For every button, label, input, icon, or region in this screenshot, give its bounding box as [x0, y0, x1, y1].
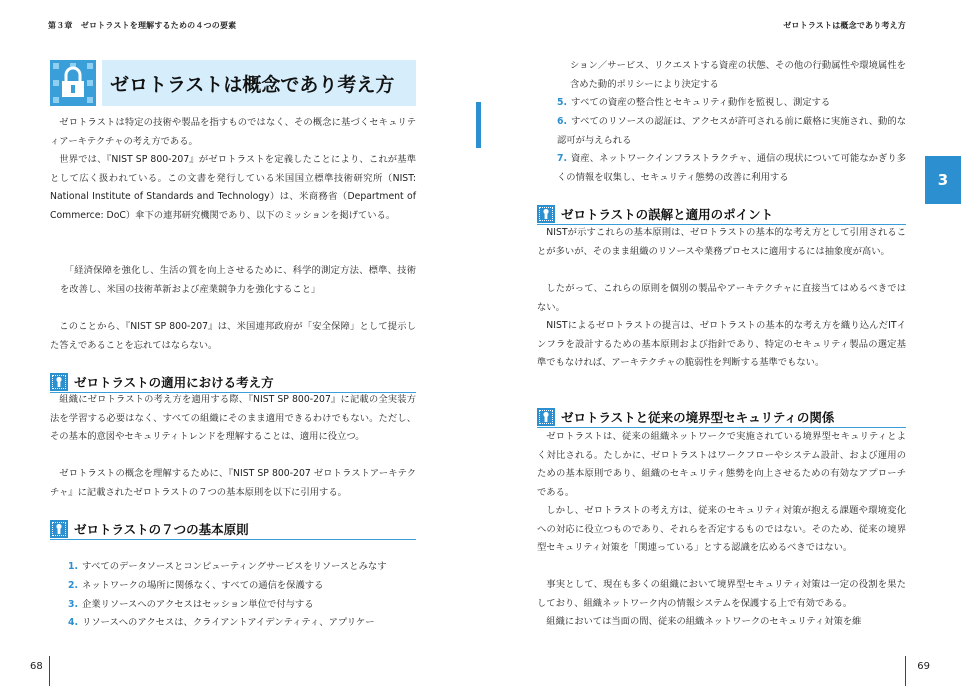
keyhole-icon [537, 408, 555, 426]
paragraph: ゼロトラストは特定の技術や製品を指すものではなく、その概念に基づくセキュリティアーキテクチャの考え方である。 [50, 117, 416, 147]
principle-item [557, 94, 906, 113]
subsection-title: ゼロトラストの適用における考え方 [74, 375, 274, 390]
principle-text: 資産、ネットワークインフラストラクチャ、通信の現状について可能なかぎり多くの情報を収集し、セキュリティ態勢の改善に利用する [557, 153, 906, 183]
principle-text: すべての資産の整合性とセキュリティ動作を監視し、測定する [571, 97, 831, 108]
principle-item [68, 596, 416, 615]
keyhole-icon [50, 520, 68, 538]
principle-item [557, 150, 906, 187]
principle-text: リソースへのアクセスは、クライアントアイデンティティ、アプリケー [82, 617, 375, 628]
page-number: 68 [30, 661, 43, 672]
left-page [0, 0, 480, 689]
paragraph: ゼロトラストは、従来の組織ネットワークで実施されている境界型セキュリティとよく対比される。たしかに、ゼロトラストはワークフローやシステム設計、および運用のための基本原則であり、組織のセキュリティ態勢を向上させるための有効なアプローチである。 [537, 431, 906, 498]
principle-continuation: ション／サービス、リクエストする資産の状態、その他の行動属性や環境属性を含めた動的ポリシーにより決定する [570, 60, 906, 90]
principle-text: ネットワークの場所に関係なく、すべての通信を保護する [82, 580, 324, 591]
principle-number: 7. [557, 153, 568, 164]
keyhole-icon [50, 373, 68, 391]
padlock-pixel-icon [50, 60, 96, 106]
principle-text: すべてのデータソースとコンピューティングサービスをリソースとみなす [82, 561, 387, 572]
page-number: 69 [917, 661, 930, 672]
paragraph: 世界では、『NIST SP 800-207』がゼロトラストを定義したことにより、これが基準として広く扱われている。この文書を発行している米国国立標準技術研究所（NIST: National Institute of Standards and Technology）は、米商務省（Department of Commerce: DoC）傘下の連邦研究機関であり、以下のミッションを掲げている。 [50, 154, 416, 221]
principle-item [68, 614, 416, 633]
paragraph: NISTによるゼロトラストの提言は、ゼロトラストの基本的な考え方を織り込んだITインフラを設計するための基本原則および指針であり、特定のセキュリティ製品の選定基準でもなければ、アーキテクチャの脆弱性を判断する基準でもない。 [537, 320, 906, 369]
paragraph: 組織においては当面の間、従来の組織ネットワークのセキュリティ対策を維 [546, 616, 862, 627]
paragraph: 組織にゼロトラストの考え方を適用する際、『NIST SP 800-207』に記載の全実装方法を学習する必要はなく、すべての組織にそのまま適用できるわけでもない。ただし、その基本的意図やセキュリティトレンドを理解することは、適用に役立つ。 [50, 394, 416, 443]
principle-item [68, 558, 416, 577]
subsection-heading [537, 204, 906, 225]
principle-text: すべてのリソースの認証は、アクセスが許可される前に厳格に実施され、動的な認可が与えられる [557, 116, 906, 146]
right-page [480, 0, 961, 689]
running-head-left: 第３章 ゼロトラストを理解するための４つの要素 [48, 21, 237, 30]
page-rule [905, 656, 906, 686]
principle-item [557, 113, 906, 150]
principle-number: 6. [557, 116, 568, 127]
subsection-title: ゼロトラストと従来の境界型セキュリティの関係 [561, 410, 835, 425]
subsection-heading [537, 407, 906, 428]
paragraph: このことから、『NIST SP 800-207』は、米国連邦政府が「安全保障」として提示した答えであることを忘れてはならない。 [50, 321, 416, 351]
subsection-title: ゼロトラストの７つの基本原則 [74, 522, 249, 537]
paragraph: したがって、これらの原則を個別の製品やアーキテクチャに直接当てはめるべきではない。 [537, 283, 906, 313]
paragraph: 事実として、現在も多くの組織において境界型セキュリティ対策は一定の役割を果たしており、組織ネットワーク内の情報システムを保護する上で有効である。 [537, 579, 906, 609]
page-rule [49, 656, 50, 686]
section-title: ゼロトラストは概念であり考え方 [110, 74, 395, 96]
principle-number: 3. [68, 599, 79, 610]
principle-text: 企業リソースへのアクセスはセッション単位で付与する [82, 599, 314, 610]
subsection-heading [50, 372, 416, 393]
principle-item [68, 577, 416, 596]
quotation: 「経済保障を強化し、生活の質を向上させるために、科学的測定方法、標準、技術を改善し、米国の技術革新および産業競争力を強化すること」 [60, 265, 416, 295]
paragraph: ゼロトラストの概念を理解するために、『NIST SP 800-207 ゼロトラストアーキテクチャ』に記載されたゼロトラストの７つの基本原則を以下に引用する。 [50, 468, 416, 498]
principle-number: 4. [68, 617, 79, 628]
chapter-tab: 3 [925, 156, 961, 204]
principle-number: 5. [557, 97, 568, 108]
paragraph: NISTが示すこれらの基本原則は、ゼロトラストの基本的な考え方として引用されることが多いが、そのまま組織のリソースや業務プロセスに適用するには抽象度が高い。 [537, 227, 906, 257]
paragraph: しかし、ゼロトラストの考え方は、従来のセキュリティ対策が抱える課題や環境変化への対応に役立つものであり、それらを否定するものではない。そのため、従来の境界型セキュリティ対策を「関連っている」とする認識を広めるべきではない。 [537, 505, 906, 554]
principle-number: 1. [68, 561, 79, 572]
section-title-band [102, 60, 416, 106]
running-head-right: ゼロトラストは概念であり考え方 [783, 21, 906, 30]
principle-number: 2. [68, 580, 79, 591]
keyhole-icon [537, 205, 555, 223]
subsection-heading [50, 519, 416, 540]
subsection-title: ゼロトラストの誤解と適用のポイント [561, 207, 774, 222]
section-heading [50, 60, 416, 106]
